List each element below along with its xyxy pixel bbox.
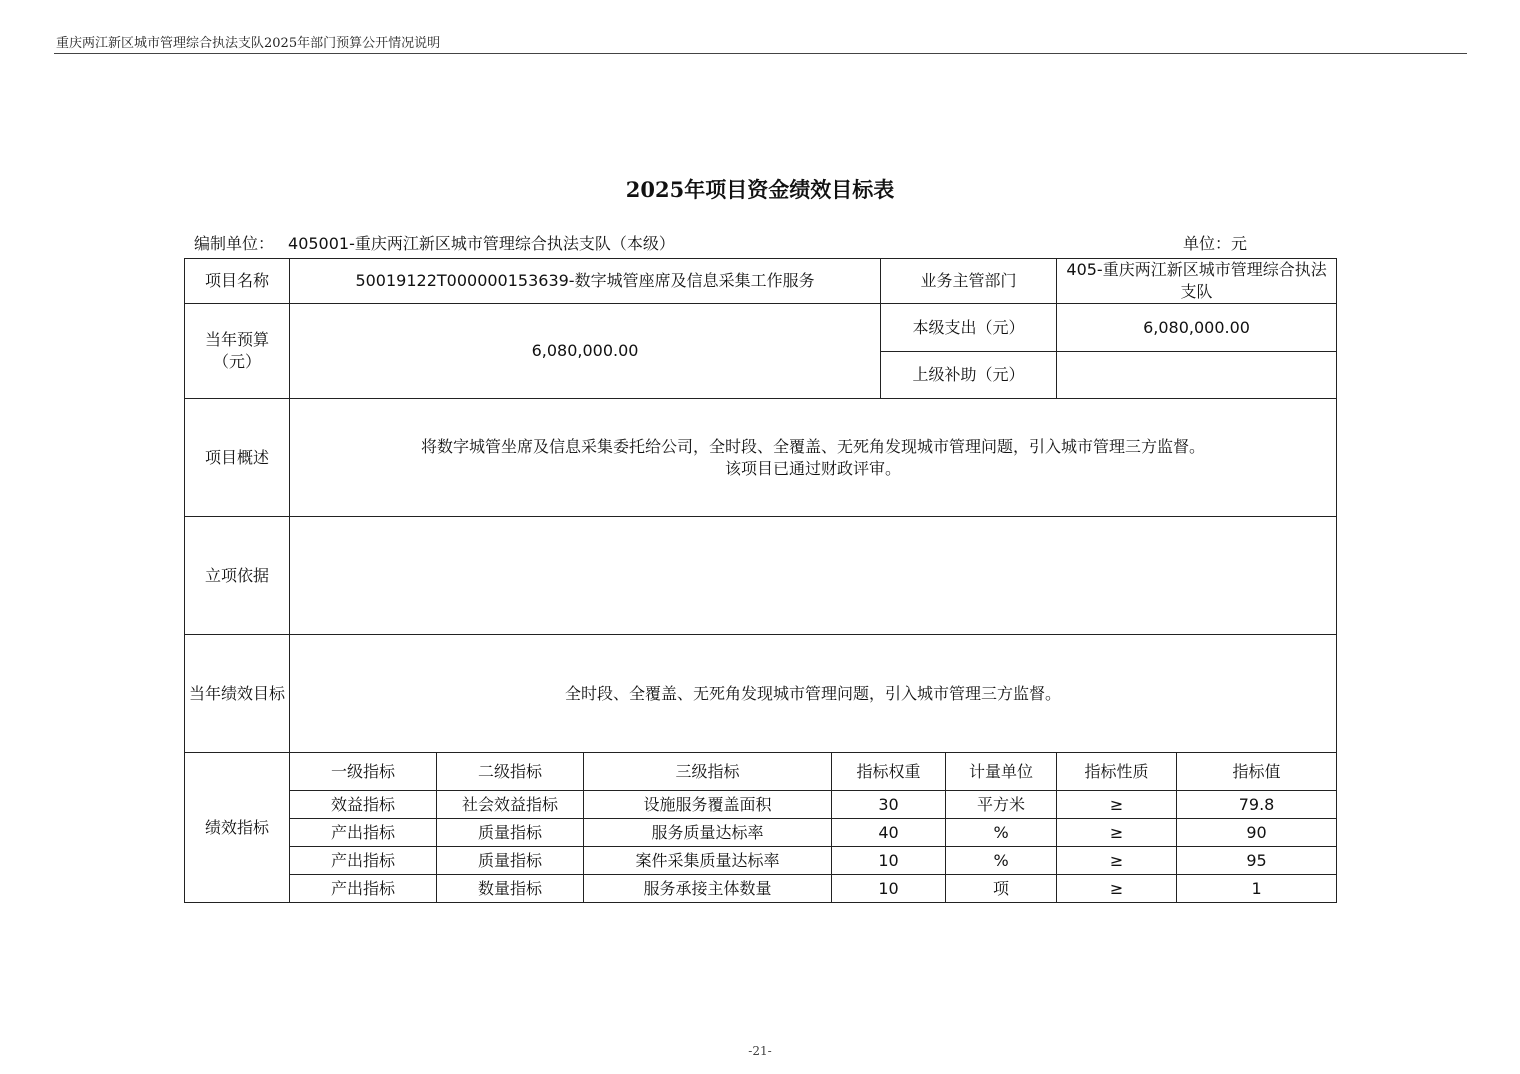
compile-unit-value: 405001-重庆两江新区城市管理综合执法支队（本级） [288, 234, 675, 253]
indicator-cell: 服务承接主体数量 [584, 875, 832, 903]
own-expense-value: 6,080,000.00 [1057, 304, 1337, 352]
compile-unit [194, 231, 675, 254]
indicator-cell: 质量指标 [437, 847, 584, 875]
subsidy-label: 上级补助（元） [881, 352, 1057, 399]
indicator-cell: 项 [946, 875, 1057, 903]
indicator-cell: ≥ [1057, 791, 1177, 819]
indicator-cell: 数量指标 [437, 875, 584, 903]
indicator-cell: 79.8 [1177, 791, 1337, 819]
dept-label: 业务主管部门 [881, 259, 1057, 304]
indicator-cell: 90 [1177, 819, 1337, 847]
goal-value: 全时段、全覆盖、无死角发现城市管理问题，引入城市管理三方监督。 [290, 635, 1337, 753]
basis-value [290, 517, 1337, 635]
indicator-cell: 服务质量达标率 [584, 819, 832, 847]
indicator-row [185, 875, 1337, 903]
indicator-row [185, 791, 1337, 819]
currency-unit: 单位：元 [1183, 234, 1248, 253]
indicator-cell: 30 [832, 791, 946, 819]
column-header: 计量单位 [946, 753, 1057, 791]
indicator-cell: 产出指标 [290, 875, 437, 903]
indicator-row [185, 847, 1337, 875]
overview-line: 该项目已通过财政评审。 [725, 458, 902, 478]
overview-label: 项目概述 [185, 399, 290, 517]
page-number: -21- [748, 1044, 772, 1058]
performance-table [184, 258, 1337, 903]
budget-label: 当年预算（元） [185, 304, 290, 399]
indicator-cell: 案件采集质量达标率 [584, 847, 832, 875]
column-header: 指标权重 [832, 753, 946, 791]
column-header: 指标值 [1177, 753, 1337, 791]
running-header: 重庆两江新区城市管理综合执法支队2025年部门预算公开情况说明 [56, 36, 441, 51]
subsidy-value [1057, 352, 1337, 399]
indicator-cell: 10 [832, 847, 946, 875]
own-expense-label: 本级支出（元） [881, 304, 1057, 352]
indicator-row [185, 819, 1337, 847]
overview-value [290, 399, 1337, 517]
column-header: 二级指标 [437, 753, 584, 791]
indicators-section-label: 绩效指标 [185, 753, 290, 903]
indicator-cell: 社会效益指标 [437, 791, 584, 819]
overview-line: 将数字城管坐席及信息采集委托给公司，全时段、全覆盖、无死角发现城市管理问题，引入城市管理三方监督。 [421, 436, 1206, 456]
indicator-cell: 设施服务覆盖面积 [584, 791, 832, 819]
indicator-cell: 产出指标 [290, 847, 437, 875]
indicator-cell: 1 [1177, 875, 1337, 903]
indicator-cell: 10 [832, 875, 946, 903]
indicator-cell: ≥ [1057, 847, 1177, 875]
indicator-cell: % [946, 819, 1057, 847]
project-name-value: 50019122T000000153639-数字城管座席及信息采集工作服务 [290, 259, 881, 304]
header-divider [54, 53, 1467, 54]
column-header: 一级指标 [290, 753, 437, 791]
indicator-cell: 产出指标 [290, 819, 437, 847]
indicator-cell: % [946, 847, 1057, 875]
column-header: 指标性质 [1057, 753, 1177, 791]
indicator-cell: 质量指标 [437, 819, 584, 847]
compile-unit-label: 编制单位： [194, 234, 275, 253]
budget-value: 6,080,000.00 [290, 304, 881, 399]
indicator-cell: 40 [832, 819, 946, 847]
project-name-label: 项目名称 [185, 259, 290, 304]
indicator-cell: 效益指标 [290, 791, 437, 819]
document-title: 2025年项目资金绩效目标表 [625, 177, 895, 202]
basis-label: 立项依据 [185, 517, 290, 635]
goal-label: 当年绩效目标 [185, 635, 290, 753]
indicator-cell: ≥ [1057, 875, 1177, 903]
column-header: 三级指标 [584, 753, 832, 791]
indicator-cell: 95 [1177, 847, 1337, 875]
indicator-cell: ≥ [1057, 819, 1177, 847]
dept-value: 405-重庆两江新区城市管理综合执法支队 [1057, 259, 1337, 304]
indicator-cell: 平方米 [946, 791, 1057, 819]
